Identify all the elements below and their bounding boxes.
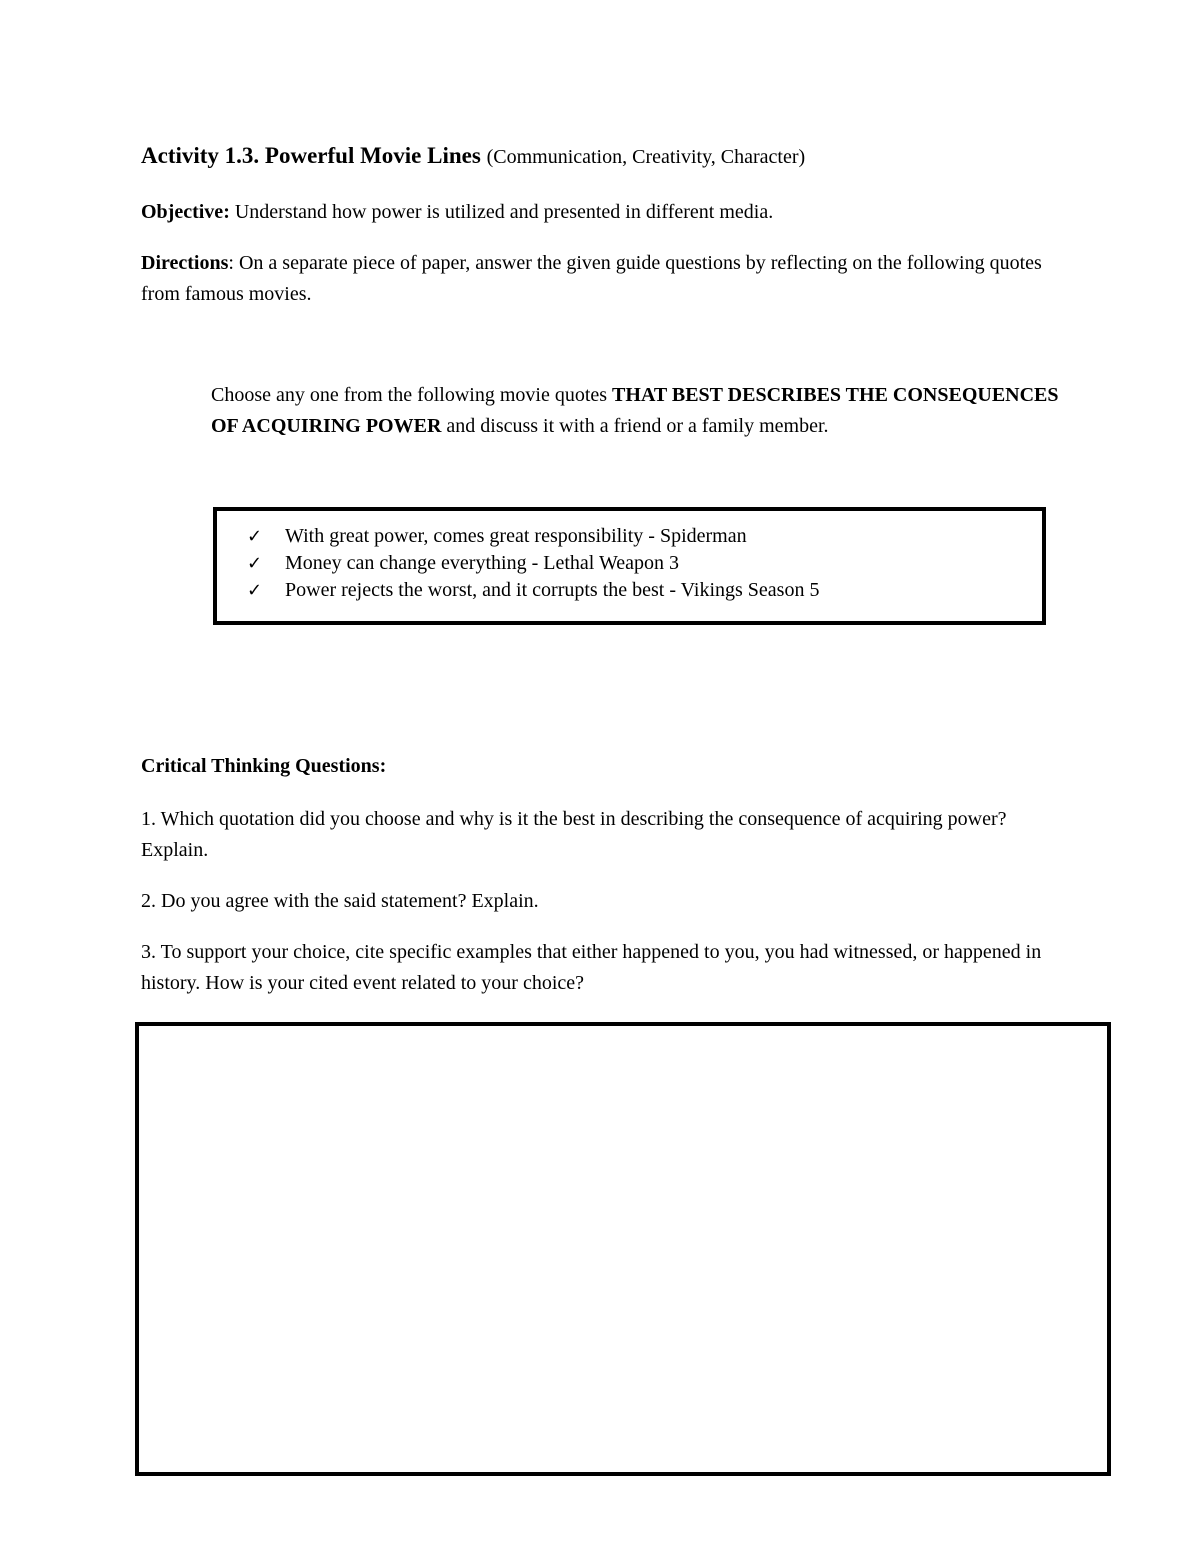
choose-instruction bbox=[211, 380, 1071, 442]
choose-text-before: Choose any one from the following movie quotes bbox=[211, 384, 613, 406]
directions-text: : On a separate piece of paper, answer the given guide questions by reflecting on the following quotes from famous movies. bbox=[141, 252, 1042, 305]
movie-quote-text: Power rejects the worst, and it corrupts the best - Vikings Season 5 bbox=[285, 579, 820, 601]
checkmark-icon: ✓ bbox=[247, 553, 263, 574]
movie-quote-text: Money can change everything - Lethal Weapon 3 bbox=[285, 552, 679, 574]
question-2: 2. Do you agree with the said statement? Explain. bbox=[141, 890, 539, 912]
choose-text-after: and discuss it with a friend or a family member. bbox=[441, 415, 829, 437]
answer-box[interactable] bbox=[135, 1022, 1111, 1476]
question-1: 1. Which quotation did you choose and why is it the best in describing the consequence of acquiring power? Explain. bbox=[141, 808, 1007, 861]
objective-paragraph bbox=[141, 197, 1081, 228]
activity-title bbox=[141, 143, 805, 169]
movie-quote-item bbox=[247, 523, 1042, 550]
activity-title-skills: (Communication, Creativity, Character) bbox=[486, 146, 806, 168]
movie-quote-text: With great power, comes great responsibility - Spiderman bbox=[285, 525, 747, 547]
activity-title-main: Activity 1.3. Powerful Movie Lines bbox=[141, 143, 481, 168]
movie-quotes-list bbox=[217, 511, 1042, 604]
checkmark-icon: ✓ bbox=[247, 526, 263, 547]
question-3: 3. To support your choice, cite specific examples that either happened to you, you had witnessed, or happened in history. How is your cited event related to your choice? bbox=[141, 941, 1042, 994]
movie-quotes-box bbox=[213, 507, 1046, 625]
checkmark-icon: ✓ bbox=[247, 580, 263, 601]
directions-label: Directions bbox=[141, 252, 229, 274]
directions-paragraph bbox=[141, 248, 1061, 310]
objective-text: Understand how power is utilized and presented in different media. bbox=[234, 201, 774, 223]
movie-quote-item bbox=[247, 577, 1042, 604]
critical-thinking-heading: Critical Thinking Questions: bbox=[141, 755, 387, 777]
movie-quote-item bbox=[247, 550, 1042, 577]
choose-text-emphasis: THAT BEST DESCRIBES THE CONSEQUENCES OF ACQUIRING POWER bbox=[211, 384, 1059, 437]
objective-label: Objective: bbox=[141, 201, 230, 223]
